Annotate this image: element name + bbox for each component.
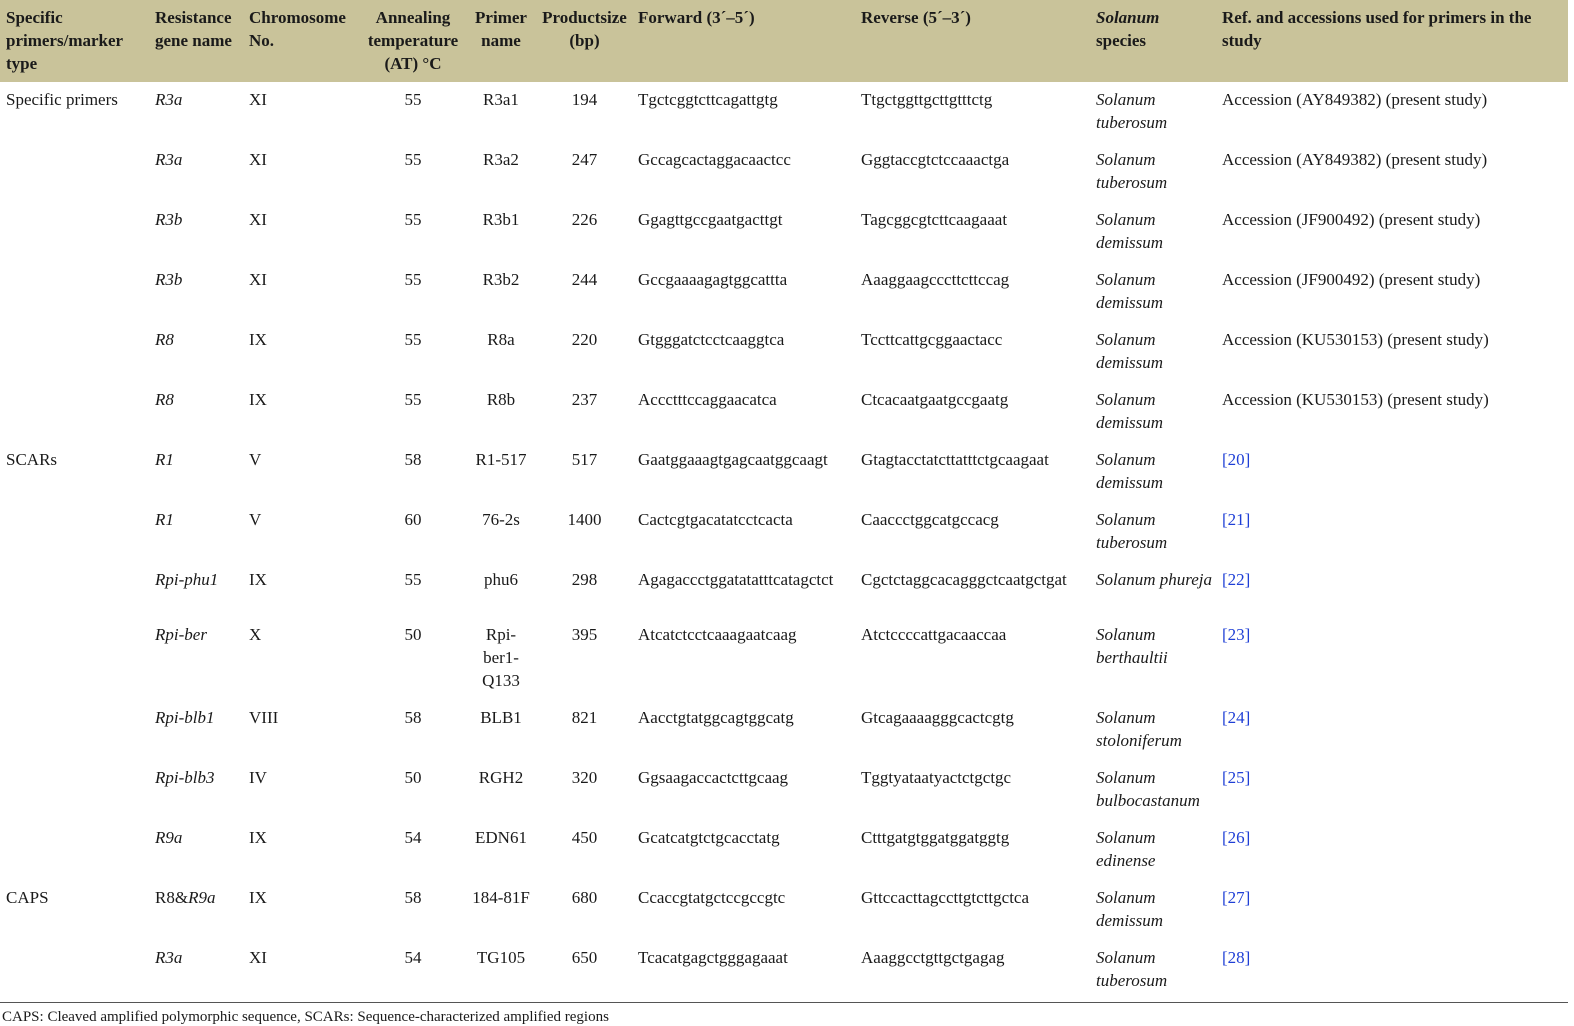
cell-species: Solanum tuberosum [1096,90,1168,132]
cell-annealing-temp: 60 [404,510,422,529]
cell-annealing-temp: 58 [404,707,422,727]
cell-primer-name: 184-81F [472,887,530,907]
cell-annealing-temp: 55 [404,90,422,109]
cell-primer-name: R8b [486,390,516,409]
cell-species: Solanum edinense [1096,827,1156,870]
cell-species: Solanum berthaultii [1096,624,1168,667]
cell-annealing-temp: 54 [404,827,422,847]
cell-reference: Accession (AY849382) (present study) [1222,90,1488,109]
cell-reference: Accession (KU530153) (present study) [1222,390,1489,409]
cell-reference: [25] [1222,767,1251,787]
cell-product-size: 517 [571,450,598,469]
header-forward: Forward (3´–5´) [638,8,755,27]
cell-gene: R3a [155,947,183,967]
cell-reverse: Atctccccattgacaaccaa [861,624,1007,644]
cell-reference: Accession (JF900492) (present study) [1222,210,1481,229]
cell-reference: [26] [1222,827,1251,847]
header-gene: Resistance gene name [155,8,232,50]
table-row [0,502,1568,562]
table-row [0,562,1568,617]
cell-product-size: 821 [571,707,598,727]
cell-primer-name: 76-2s [482,510,520,529]
cell-product-size: 298 [571,570,598,589]
primer-name-part: Rpi- [485,624,517,644]
cell-forward: Ggsaagaccactcttgcaag [638,767,789,787]
cell-product-size: 650 [571,947,598,967]
cell-reverse: Cgctctaggcacagggctcaatgctgat [861,570,1067,589]
table-row [0,940,1568,1000]
cell-marker-type [0,700,149,760]
cell-reference: [21] [1222,510,1251,529]
cell-species: Solanum phureja [1096,570,1213,589]
cell-forward: Gccgaaaagagtggcattta [638,270,788,289]
cell-annealing-temp: 55 [404,390,422,409]
cell-primer-name: TG105 [476,947,526,967]
cell-chromosome: X [249,624,262,644]
cell-marker-type [0,262,149,322]
cell-chromosome: XI [249,150,267,169]
cell-primer-name: R1-517 [475,450,527,469]
cell-species: Solanum demissum [1096,390,1164,432]
cell-gene: Rpi-ber [155,624,207,644]
header-primer-name: Primer name [475,8,527,50]
cell-reverse: Caaccctggcatgccacg [861,510,999,529]
cell-reverse: Gtagtacctatcttatttctgcaagaat [861,450,1049,469]
cell-gene [149,880,243,940]
cell-species: Solanum demissum [1096,887,1164,930]
cell-primer-name: R3a2 [483,150,519,169]
table-row [0,617,1568,700]
cell-product-size: 395 [571,624,598,644]
cell-annealing-temp: 55 [404,150,422,169]
header-annealing-temp: Annealing temperature (AT) °C [367,8,459,73]
header-reference: Ref. and accessions used for primers in the study [1222,8,1532,50]
cell-reverse: Gggtaccgtctccaaactga [861,150,1010,169]
cell-reference: [28] [1222,947,1251,967]
cell-primer-name: RGH2 [478,767,524,787]
cell-gene: R3b [155,270,183,289]
cell-primer-name: R3b1 [482,210,520,229]
cell-marker-type [0,502,149,562]
cell-gene: R3a [155,150,183,169]
table-header-row [0,0,1568,82]
cell-primer-name: R3b2 [482,270,520,289]
cell-forward: Cactcgtgacatatcctcacta [638,510,793,529]
cell-gene: Rpi-blb3 [155,767,215,787]
cell-annealing-temp: 58 [404,887,422,907]
cell-marker-type [0,562,149,617]
cell-chromosome: V [249,510,262,529]
cell-marker-type [0,760,149,820]
cell-chromosome: IX [249,390,267,409]
cell-gene: R8 [155,390,174,409]
cell-gene: R9a [155,827,183,847]
cell-product-size: 450 [571,827,598,847]
table-footnote: CAPS: Cleaved amplified polymorphic sequence, SCARs: Sequence-characterized amplified regions [2,1008,609,1025]
cell-annealing-temp: 50 [404,767,422,787]
cell-primer-name: phu6 [484,570,518,589]
cell-product-size: 244 [571,270,598,289]
cell-forward: Gcatcatgtctgcacctatg [638,827,780,847]
cell-primer-name: R3a1 [483,90,519,109]
cell-chromosome: XI [249,947,267,967]
cell-forward: Tgctcggtcttcagattgtg [638,90,778,109]
cell-gene: Rpi-blb1 [155,707,215,727]
cell-chromosome: XI [249,210,267,229]
cell-forward: Accctttccaggaacatca [638,390,777,409]
cell-marker-type [0,940,149,1000]
cell-chromosome: IX [249,887,267,907]
cell-forward: Atcatctcctcaaagaatcaag [638,624,797,644]
cell-primer-name: BLB1 [480,707,522,727]
cell-annealing-temp: 58 [404,450,422,469]
cell-marker-type [0,820,149,880]
cell-chromosome: XI [249,270,267,289]
cell-reverse: Tggtyataatyactctgctgc [861,767,1012,787]
cell-chromosome: IX [249,330,267,349]
cell-reference: Accession (AY849382) (present study) [1222,150,1488,169]
cell-annealing-temp: 55 [404,270,422,289]
cell-species: Solanum demissum [1096,330,1164,372]
table-row [0,700,1568,760]
cell-forward: Ccaccgtatgctccgccgtc [638,887,786,907]
cell-marker-type [0,322,149,382]
cell-annealing-temp: 50 [404,624,422,644]
header-reverse: Reverse (5´–3´) [861,8,971,27]
cell-reverse: Tccttcattgcggaactacc [861,330,1003,349]
header-product-size: Productsize (bp) [542,8,627,50]
cell-annealing-temp: 55 [404,210,422,229]
header-marker-type: Specific primers/marker type [6,8,123,73]
cell-reference: [22] [1222,570,1251,589]
cell-reverse: Gtcagaaaagggcactcgtg [861,707,1014,727]
cell-chromosome: V [249,450,262,469]
table-row [0,142,1568,202]
cell-reverse: Ctttgatgtggatggatggtg [861,827,1010,847]
header-species-word: species [1096,31,1147,50]
cell-annealing-temp: 54 [404,947,422,967]
cell-product-size: 320 [571,767,598,787]
cell-primer-name [465,617,535,700]
cell-marker-type: SCARs [6,450,58,469]
cell-chromosome: IX [249,827,267,847]
table-row [0,262,1568,322]
cell-marker-type [0,382,149,442]
cell-marker-type [0,142,149,202]
primer-name-part: Q133 [482,670,520,690]
cell-annealing-temp: 55 [404,570,422,589]
cell-species: Solanum tuberosum [1096,150,1168,192]
cell-reference: [27] [1222,887,1251,907]
cell-reference: Accession (KU530153) (present study) [1222,330,1489,349]
table-row [0,382,1568,442]
table-body [0,82,1568,1000]
cell-gene: Rpi-phu1 [155,570,219,589]
cell-species: Solanum demissum [1096,210,1164,252]
cell-product-size: 237 [571,390,598,409]
cell-product-size: 226 [571,210,598,229]
cell-reverse: Aaaggcctgttgctgagag [861,947,1005,967]
table-row [0,820,1568,880]
cell-primer-name: R8a [487,330,515,349]
cell-marker-type [0,202,149,262]
cell-annealing-temp: 55 [404,330,422,349]
cell-species: Solanum tuberosum [1096,510,1168,552]
cell-species: Solanum bulbocastanum [1096,767,1200,810]
cell-reverse: Gttccacttagccttgtcttgctca [861,887,1030,907]
cell-species: Solanum demissum [1096,450,1164,492]
primer-name-part: ber1- [483,647,519,667]
cell-chromosome: IX [249,570,267,589]
cell-product-size: 220 [571,330,598,349]
table-row [0,82,1568,142]
cell-marker-type: Specific primers [6,90,118,109]
header-species [1090,0,1216,82]
table-row [0,760,1568,820]
cell-product-size: 247 [571,150,598,169]
cell-gene: R3a [155,90,183,109]
cell-marker-type [0,617,149,700]
header-species-genus: Solanum [1096,8,1160,27]
cell-forward: Gtgggatctcctcaaggtca [638,330,785,349]
cell-reference: [23] [1222,624,1251,644]
table-row [0,442,1568,502]
cell-reference: [20] [1222,450,1251,469]
cell-species: Solanum tuberosum [1096,947,1168,990]
gene-part: R8& [155,887,189,907]
cell-chromosome: XI [249,90,267,109]
cell-chromosome: IV [249,767,267,787]
cell-reverse: Ctcacaatgaatgccgaatg [861,390,1009,409]
cell-primer-name: EDN61 [475,827,527,847]
cell-chromosome: VIII [249,707,279,727]
gene-part: R9a [188,887,216,907]
cell-product-size: 194 [571,90,598,109]
cell-forward: Agagaccctggatatatttcatagctct [638,570,834,589]
cell-reverse: Tagcggcgtcttcaagaaat [861,210,1008,229]
table-row [0,880,1568,940]
cell-marker-type: CAPS [6,887,49,907]
cell-reference: [24] [1222,707,1251,727]
cell-reverse: Aaaggaagcccttcttccag [861,270,1010,289]
cell-species: Solanum stoloniferum [1096,707,1182,750]
table-row [0,322,1568,382]
cell-product-size: 680 [571,887,598,907]
cell-forward: Tcacatgagctgggagaaat [638,947,788,967]
cell-reverse: Ttgctggttgcttgtttctg [861,90,993,109]
header-chromosome: Chromosome No. [249,8,346,50]
cell-reference: Accession (JF900492) (present study) [1222,270,1481,289]
cell-forward: Aacctgtatggcagtggcatg [638,707,794,727]
cell-gene: R1 [155,510,174,529]
cell-forward: Gccagcactaggacaactcc [638,150,791,169]
cell-gene: R8 [155,330,174,349]
cell-forward: Ggagttgccgaatgacttgt [638,210,783,229]
cell-gene: R1 [155,450,174,469]
table-row [0,202,1568,262]
cell-product-size: 1400 [567,510,602,529]
cell-forward: Gaatggaaagtgagcaatggcaagt [638,450,828,469]
cell-gene: R3b [155,210,183,229]
cell-species: Solanum demissum [1096,270,1164,312]
